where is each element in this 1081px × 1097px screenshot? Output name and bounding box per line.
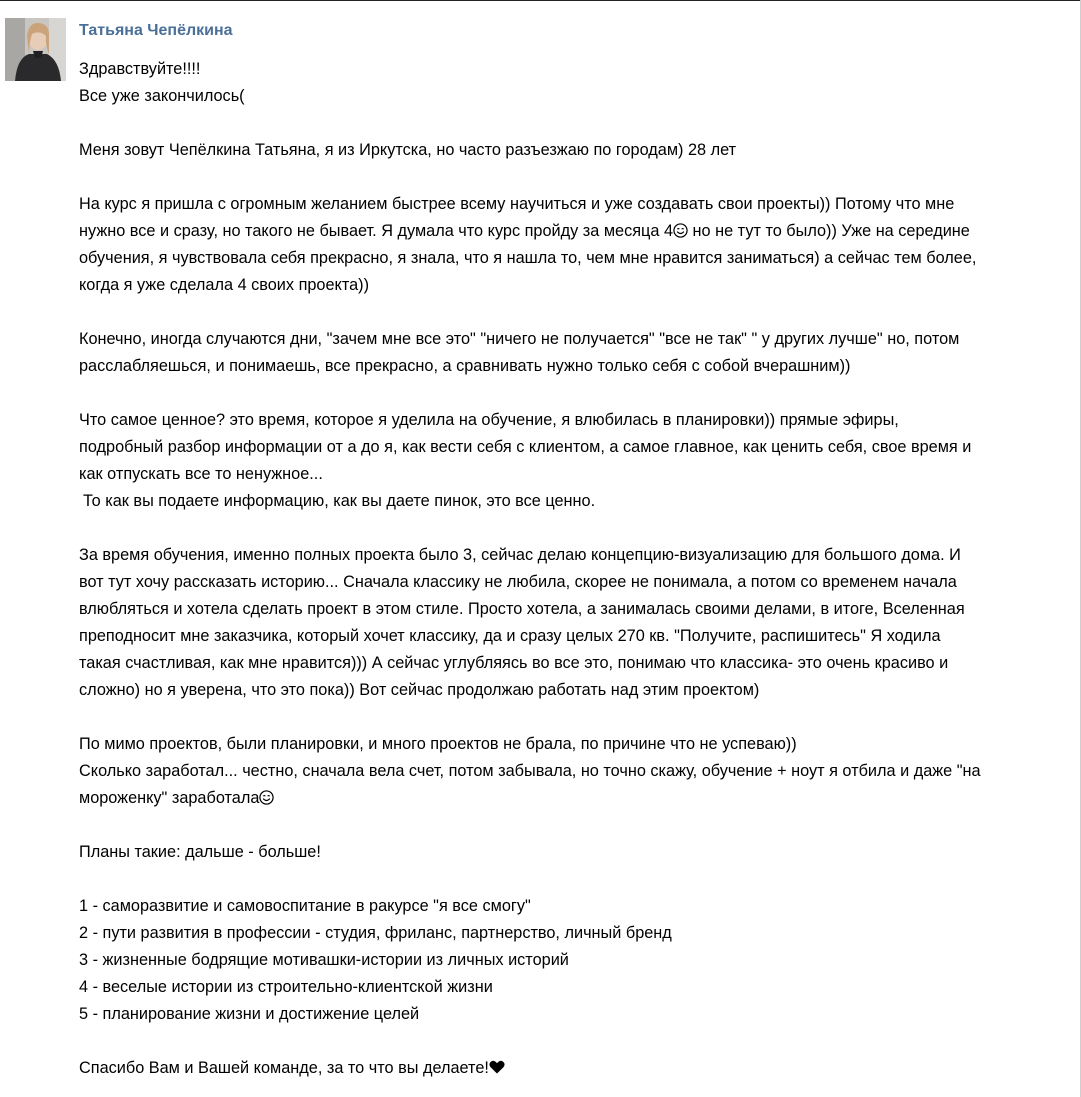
greeting-paragraph	[79, 56, 1059, 110]
smiling-face-emoji-icon	[673, 223, 688, 238]
text-line: Сколько заработал... честно, сначала вела счет, потом забывала, но точно скажу, обучение + ноут я отбила и даже "на	[79, 762, 981, 780]
text-segment: но не тут то было)) Уже на середине	[688, 222, 970, 240]
text-segment: Спасибо Вам и Вашей команде, за то что вы делаете!	[79, 1059, 489, 1077]
text-line: влюбляться и хотела сделать проект в этом стиле. Просто хотела, а занималась своими делами, в итоге, Вселенная	[79, 600, 965, 618]
text-segment: нужно все и сразу, но такого не бывает. Я думала что курс пройду за месяца 4	[79, 222, 674, 240]
study-paragraph	[79, 542, 1059, 704]
text-line: преподносит мне заказчика, который хочет классику, да и сразу целых 270 кв. "Получите, распишитесь" Я ходила	[79, 627, 941, 645]
list-item: 5 - планирование жизни и достижение целей	[79, 1005, 420, 1023]
author-name-link[interactable]: Татьяна Чепёлкина	[79, 22, 233, 39]
days-paragraph	[79, 326, 1059, 380]
text-line-with-emoji	[79, 218, 1059, 245]
text-line: За время обучения, именно полных проекта было 3, сейчас делаю концепцию-визуализацию для большого дома. И	[79, 546, 961, 564]
text-line: На курс я пришла с огромным желанием быстрее всему научиться и уже создавать свои проекты)) Потому что мне	[79, 195, 955, 213]
text-line: когда я уже сделала 4 своих проекта))	[79, 276, 370, 294]
thanks-paragraph	[79, 1055, 1059, 1082]
comment-text	[79, 56, 1059, 1082]
income-paragraph	[79, 731, 1059, 812]
text-line: как отпускать все то ненужное...	[79, 465, 323, 483]
plans-title-paragraph	[79, 839, 1059, 866]
author-avatar[interactable]	[5, 18, 66, 81]
value-paragraph	[79, 407, 1059, 515]
text-line: По мимо проектов, были планировки, и много проектов не брала, по причине что не успеваю))	[79, 735, 797, 753]
smiling-face-emoji-icon	[259, 790, 274, 805]
text-line-with-heart	[79, 1055, 1059, 1082]
text-line: вот тут хочу рассказать историю... Сначала классику не любила, скорее не понимала, а потом со временем начала	[79, 573, 957, 591]
text-line: Здравствуйте!!!!	[79, 60, 201, 78]
black-heart-icon	[489, 1060, 505, 1074]
text-line: Меня зовут Чепёлкина Татьяна, я из Иркутска, но часто разъезжаю по городам) 28 лет	[79, 141, 737, 159]
list-item: 3 - жизненные бодрящие мотивашки-истории из личных историй	[79, 951, 569, 969]
text-line: То как вы подаете информацию, как вы даете пинок, это все ценно.	[83, 492, 596, 510]
list-item: 4 - веселые истории из строительно-клиентской жизни	[79, 978, 493, 996]
text-line-with-emoji	[79, 785, 1059, 812]
list-item: 1 - саморазвитие и самовоспитание в ракурсе "я все смогу"	[79, 897, 531, 915]
text-line: такая счастливая, как мне нравится))) А сейчас углубляясь во все это, понимаю что классика- это очень красиво и	[79, 654, 949, 672]
text-segment: мороженку" заработала	[79, 789, 260, 807]
user-avatar-photo-icon	[5, 18, 66, 81]
text-line: Конечно, иногда случаются дни, "зачем мне все это" "ничего не получается" "все не так" " у других лучше" но, потом	[79, 330, 960, 348]
text-line: Все уже закончилось(	[79, 87, 245, 105]
text-line: расслабляешься, и понимаешь, все прекрасно, а сравнивать нужно только себя с собой вчерашним))	[79, 357, 851, 375]
text-line: сложно) но я уверена, что это пока)) Вот сейчас продолжаю работать над этим проектом)	[79, 681, 760, 699]
intro-paragraph	[79, 137, 1059, 164]
list-item: 2 - пути развития в профессии - студия, фриланс, партнерство, личный бренд	[79, 924, 672, 942]
text-line: Планы такие: дальше - больше!	[79, 843, 321, 861]
course-paragraph	[79, 191, 1059, 299]
text-line: подробный разбор информации от а до я, как вести себя с клиентом, а самое главное, как ценить себя, свое время и	[79, 438, 972, 456]
text-line: Что самое ценное? это время, которое я уделила на обучение, я влюбилась в планировки)) прямые эфиры,	[79, 411, 899, 429]
plans-list	[79, 893, 1059, 1028]
text-line: обучения, я чувствовала себя прекрасно, я знала, что я нашла то, чем мне нравится заниматься) а сейчас тем более,	[79, 249, 977, 267]
